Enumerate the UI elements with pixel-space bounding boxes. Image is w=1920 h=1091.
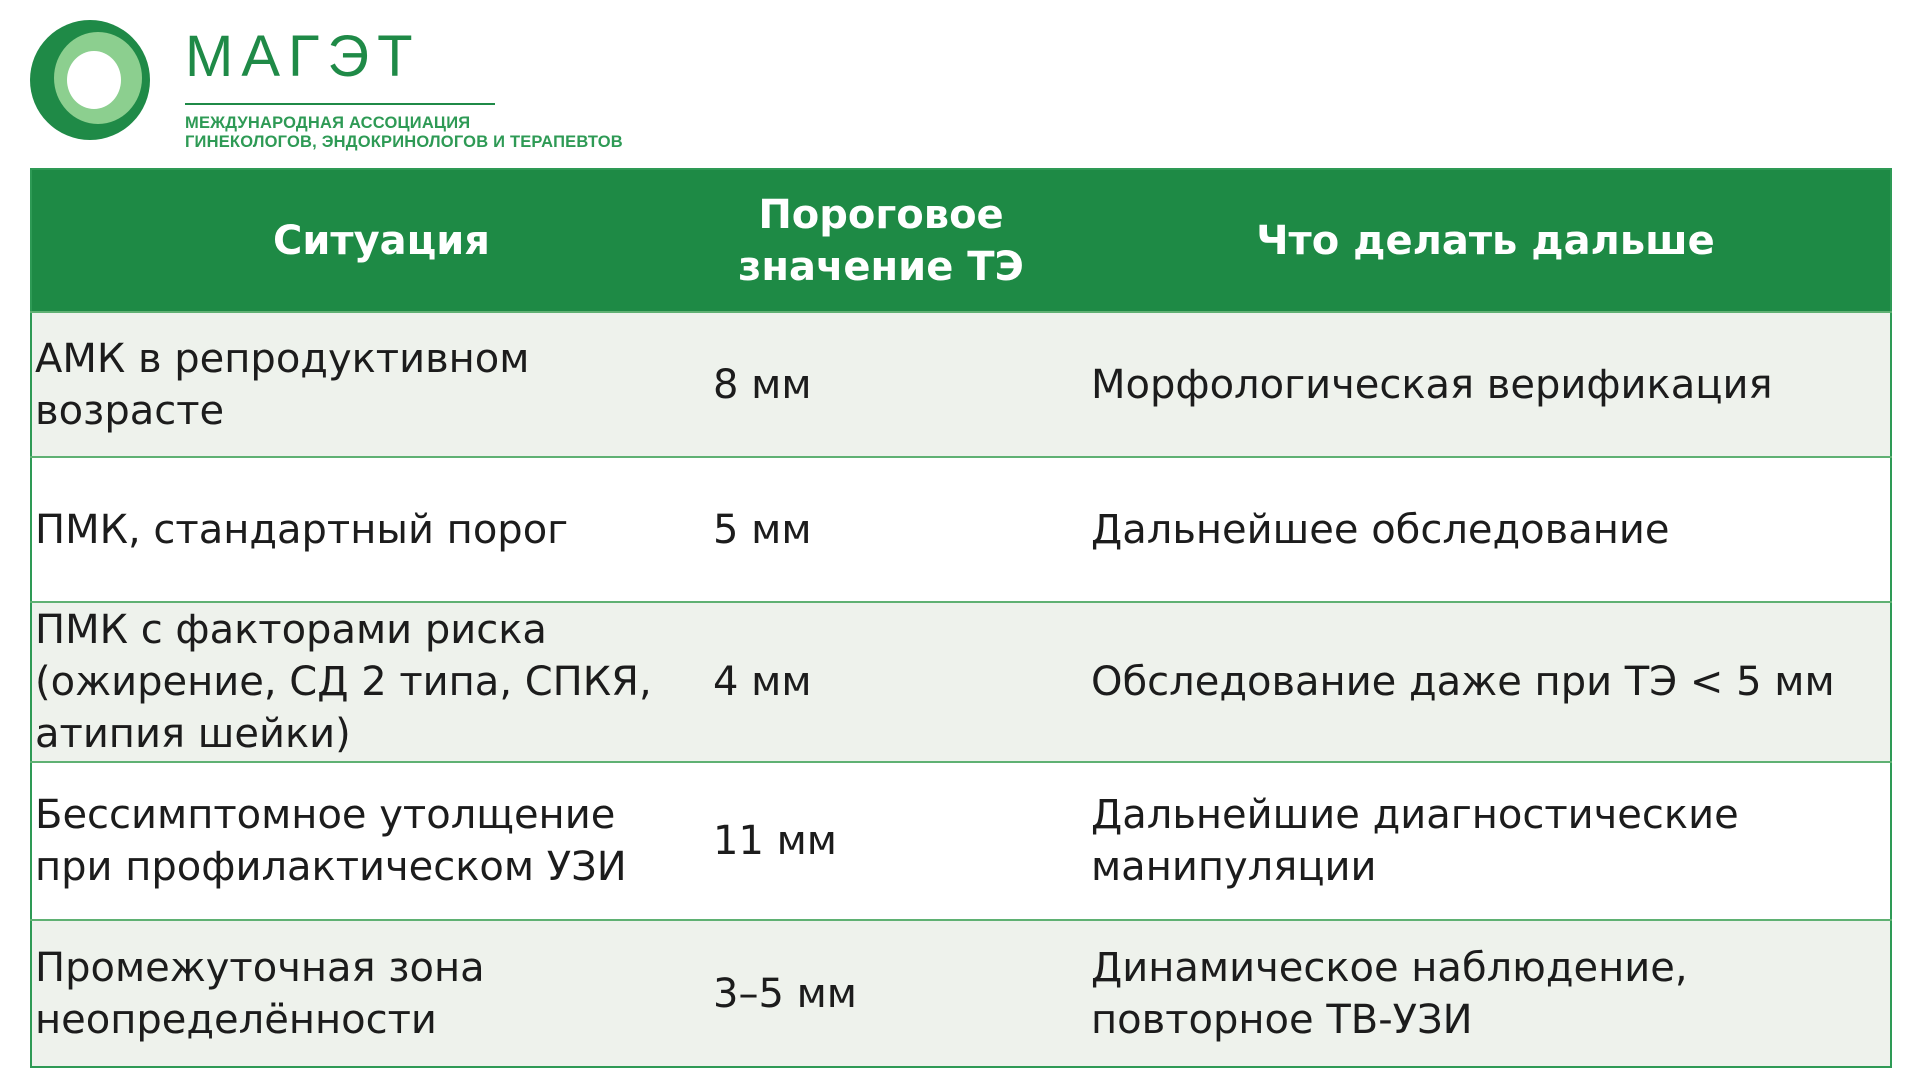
cell-situation: ПМК, стандартный порог: [35, 506, 569, 553]
cell-action: Обследование даже при ТЭ < 5 мм: [1091, 659, 1835, 705]
logo-subtitle-line2: ГИНЕКОЛОГОВ, ЭНДОКРИНОЛОГОВ И ТЕРАПЕВТОВ: [185, 133, 623, 151]
cell-situation: АМК в репродуктивном возрасте: [35, 335, 530, 434]
cell-threshold: 4 мм: [713, 659, 812, 705]
cell-threshold: 5 мм: [713, 506, 812, 553]
cell-threshold: 8 мм: [713, 361, 812, 408]
logo-divider: [185, 103, 495, 105]
cell-action: Дальнейшее обследование: [1091, 506, 1670, 553]
cell-situation: Промежуточная зона неопределённости: [35, 944, 485, 1043]
table-row: [31, 762, 1891, 920]
cell-situation: ПМК с факторами риска (ожирение, СД 2 типа, СПКЯ, атипия шейки): [35, 607, 652, 757]
cell-action: Морфологическая верификация: [1091, 361, 1773, 408]
organization-logo: [28, 18, 728, 151]
cell-situation: Бессимптомное утолщение при профилактическом УЗИ: [35, 792, 627, 890]
cell-action: Дальнейшие диагностические манипуляции: [1091, 792, 1739, 890]
logo-title: МАГЭТ: [185, 24, 421, 89]
cell-threshold: 11 мм: [713, 818, 837, 864]
table-row: [31, 312, 1891, 457]
cell-threshold: 3–5 мм: [713, 970, 857, 1017]
table-row: [31, 457, 1891, 602]
table-row: [31, 920, 1891, 1067]
threshold-table: [30, 168, 1892, 1068]
logo-subtitle-line1: МЕЖДУНАРОДНАЯ АССОЦИАЦИЯ: [185, 114, 471, 132]
table-header-row: [31, 169, 1891, 312]
table-row: [31, 602, 1891, 762]
header-threshold: Пороговое значение ТЭ: [738, 191, 1024, 290]
ring-logo-icon: [28, 18, 152, 142]
header-situation: Ситуация: [273, 217, 490, 264]
header-action: Что делать дальше: [1256, 217, 1715, 264]
cell-action: Динамическое наблюдение, повторное ТВ-УЗИ: [1091, 944, 1688, 1043]
